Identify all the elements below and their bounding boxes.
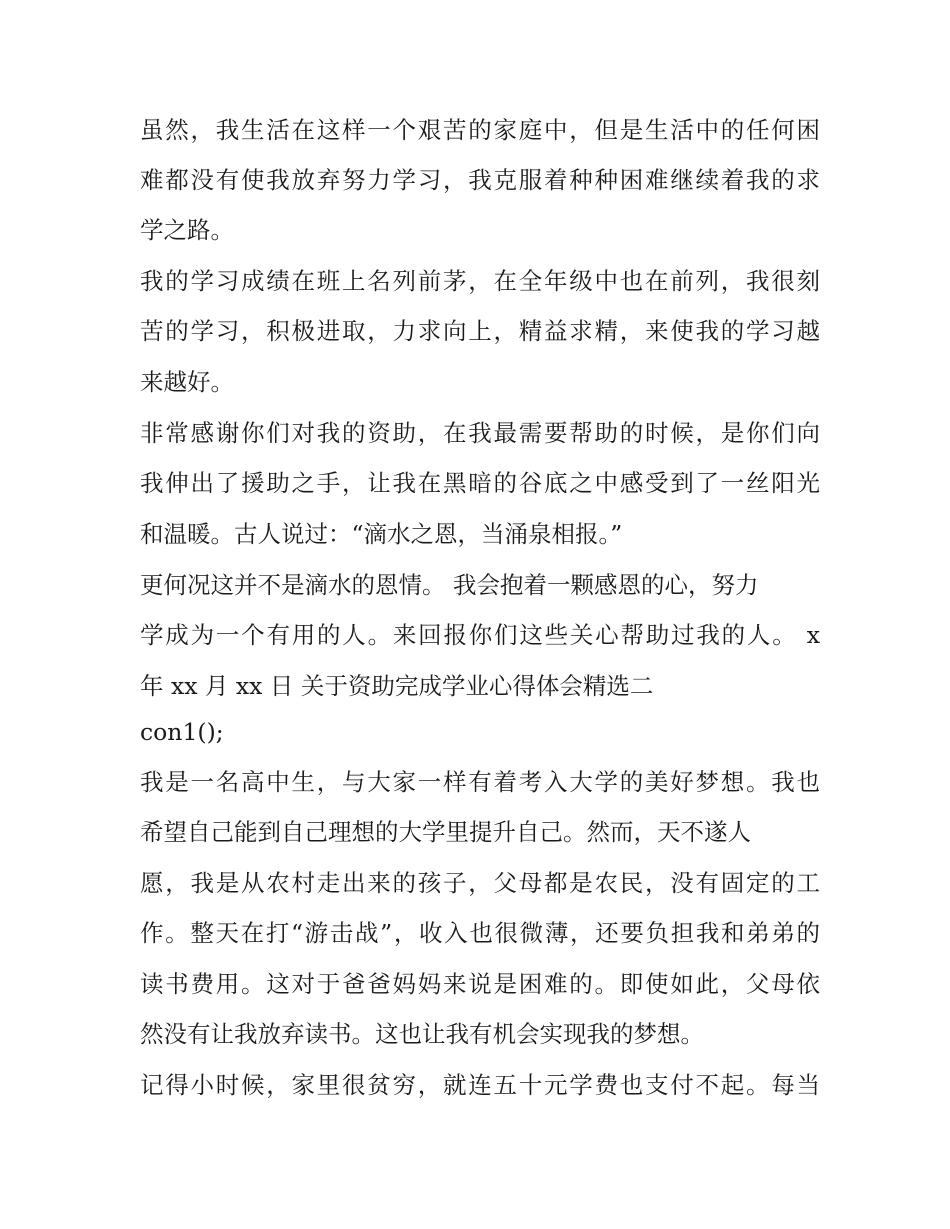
text-line: 我的学习成绩在班上名列前茅，在全年级中也在前列，我很刻 bbox=[140, 267, 820, 295]
text-line: 年 xx 月 xx 日 关于资助完成学业心得体会精选二 bbox=[140, 672, 654, 700]
text-line: 学成为一个有用的人。来回报你们这些关心帮助过我的人。 x bbox=[140, 621, 820, 649]
text-line: 作。整天在打“游击战”，收入也很微薄，还要负担我和弟弟的 bbox=[140, 919, 820, 947]
text-line: 和温暖。古人说过：“滴水之恩，当涌泉相报。” bbox=[140, 520, 623, 548]
text-line: 来越好。 bbox=[140, 368, 234, 396]
text-line: 苦的学习，积极进取，力求向上，精益求精，来使我的学习越 bbox=[140, 317, 820, 345]
text-line: 希望自己能到自己理想的大学里提升自己。然而，天不遂人 bbox=[140, 818, 751, 846]
text-line: 非常感谢你们对我的资助，在我最需要帮助的时候，是你们向 bbox=[140, 419, 820, 447]
text-line: 然没有让我放弃读书。这也让我有机会实现我的梦想。 bbox=[140, 1020, 704, 1048]
text-line: 愿，我是从农村走出来的孩子，父母都是农民，没有固定的工 bbox=[140, 869, 820, 897]
text-line: con1(); bbox=[140, 718, 224, 746]
text-line: 学之路。 bbox=[140, 216, 234, 244]
text-line: 虽然，我生活在这样一个艰苦的家庭中，但是生活中的任何困 bbox=[140, 116, 820, 144]
text-line: 读书费用。这对于爸爸妈妈来说是困难的。即使如此，父母依 bbox=[140, 970, 820, 998]
text-line: 记得小时候，家里很贫穷，就连五十元学费也支付不起。每当 bbox=[140, 1071, 820, 1099]
text-line: 我是一名高中生，与大家一样有着考入大学的美好梦想。我也 bbox=[140, 768, 820, 796]
text-line: 难都没有使我放弃努力学习，我克服着种种困难继续着我的求 bbox=[140, 166, 820, 194]
text-line: 我伸出了援助之手，让我在黑暗的谷底之中感受到了一丝阳光 bbox=[140, 469, 820, 497]
text-line: 更何况这并不是滴水的恩情。 我会抱着一颗感恩的心，努力 bbox=[140, 571, 759, 599]
